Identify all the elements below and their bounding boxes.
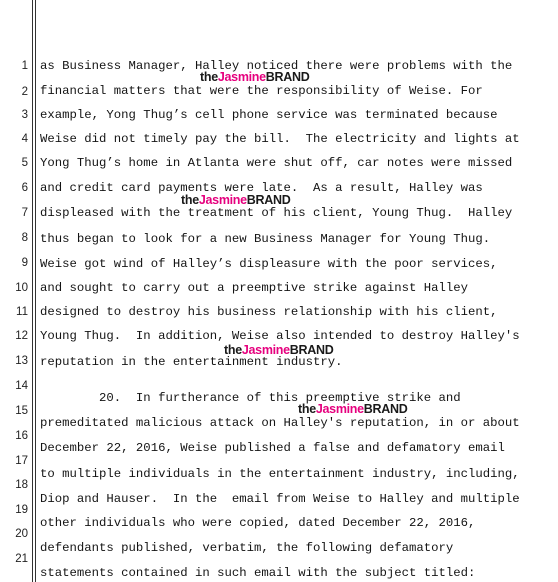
line-number: 18 [15, 479, 28, 491]
text-line: to multiple individuals in the entertainment industry, including, [40, 467, 520, 481]
text-line: Weise got wind of Halley’s displeasure with the poor services, [40, 257, 498, 271]
text-line: displeased with the treatment of his client, Young Thug. Halley [40, 206, 513, 220]
line-number: 6 [21, 182, 28, 194]
text-line: Yong Thug’s home in Atlanta were shut off, car notes were missed [40, 156, 513, 170]
text-line: 20. In furtherance of this preemptive strike and [40, 391, 461, 405]
text-line: and sought to carry out a preemptive strike against Halley [40, 281, 469, 295]
line-number: 12 [15, 330, 28, 342]
line-number: 20 [15, 528, 28, 540]
line-number: 16 [15, 430, 28, 442]
text-line: December 22, 2016, Weise published a false and defamatory email [40, 441, 505, 455]
watermark-logo: theJasmineBRAND [224, 343, 334, 357]
text-line: financial matters that were the responsibility of Weise. For [40, 84, 483, 98]
line-number: 7 [21, 207, 28, 219]
text-line: Diop and Hauser. In the email from Weise to Halley and multiple [40, 492, 520, 506]
line-number: 13 [15, 355, 28, 367]
text-line: statements contained in such email with the subject titled: [40, 566, 476, 580]
text-line: reputation in the entertainment industry. [40, 355, 343, 369]
text-line: example, Yong Thug’s cell phone service was terminated because [40, 108, 498, 122]
text-line: and credit card payments were late. As a result, Halley was [40, 181, 483, 195]
line-number-column [0, 0, 28, 582]
text-line: defendants published, verbatim, the following defamatory [40, 541, 454, 555]
line-number: 21 [15, 553, 28, 565]
margin-rule [35, 0, 36, 582]
line-number: 8 [21, 232, 28, 244]
line-number: 19 [15, 504, 28, 516]
text-line: designed to destroy his business relationship with his client, [40, 305, 498, 319]
line-number: 1 [21, 60, 28, 72]
line-number: 4 [21, 133, 28, 145]
line-number: 14 [15, 380, 28, 392]
line-number: 11 [16, 306, 28, 318]
line-number: 3 [21, 109, 28, 121]
watermark-logo: theJasmineBRAND [200, 70, 310, 84]
line-number: 10 [15, 282, 28, 294]
text-line: Young Thug. In addition, Weise also intended to destroy Halley's [40, 329, 520, 343]
watermark-logo: theJasmineBRAND [181, 193, 291, 207]
text-line: thus began to look for a new Business Manager for Young Thug. [40, 232, 491, 246]
line-number: 17 [15, 455, 28, 467]
watermark-logo: theJasmineBRAND [298, 402, 408, 416]
text-line: Weise did not timely pay the bill. The electricity and lights at [40, 132, 520, 146]
line-number: 2 [21, 86, 28, 98]
line-number: 5 [21, 157, 28, 169]
text-line: other individuals who were copied, dated December 22, 2016, [40, 516, 476, 530]
line-number: 9 [21, 257, 28, 269]
margin-rule [32, 0, 33, 582]
text-line: premeditated malicious attack on Halley's reputation, in or about [40, 416, 520, 430]
line-number: 15 [15, 405, 28, 417]
text-line: as Business Manager, Halley noticed there were problems with the [40, 59, 513, 73]
